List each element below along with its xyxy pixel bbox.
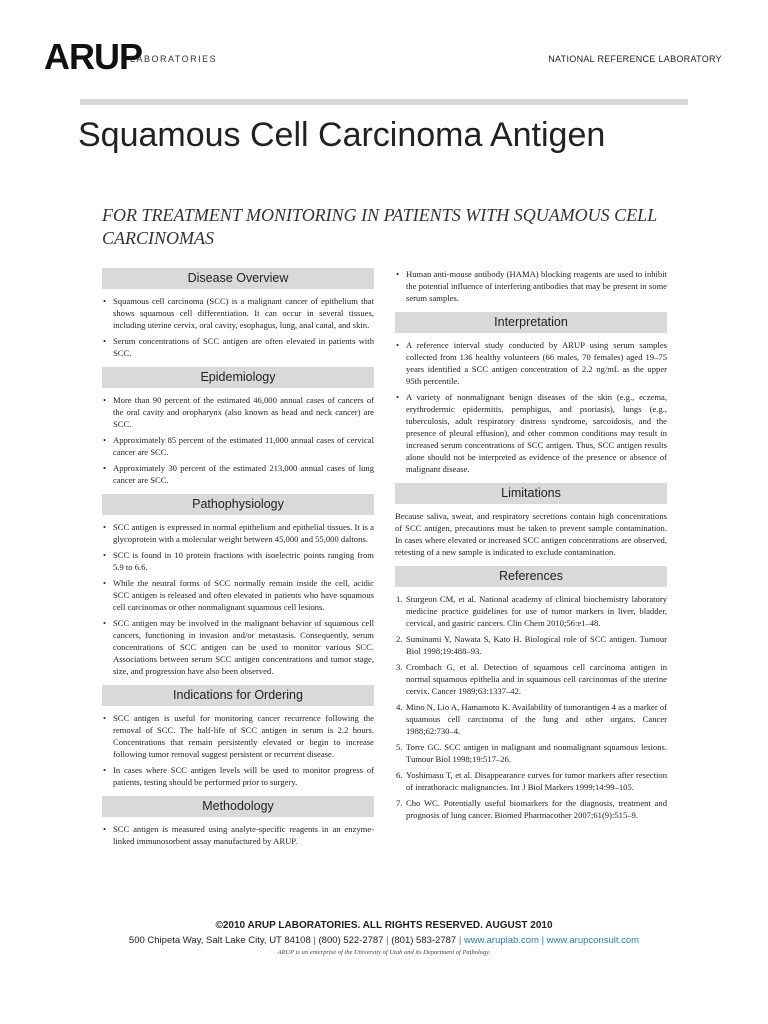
separator: | — [458, 935, 462, 946]
arupconsult-link[interactable]: www.arupconsult.com — [546, 935, 640, 946]
reference-item: 3. Crombach G, et al. Detection of squamous cell carcinoma antigen in normal squamous epithelia and in squamous cell carcinomas of the uterine cervix. Cancer 1989;63:1337–42. — [395, 661, 667, 697]
disease-overview-list — [102, 295, 374, 359]
list-item: • A reference interval study conducted by ARUP using serum samples collected from 136 healthy volunteers (66 males, 70 females) aged 19–75 years identified a SCC antigen concentration of 2.2 ng/mL as the upper 95th percentile. — [395, 339, 667, 387]
list-item: • Approximately 30 percent of the estimated 213,000 annual cases of lung cancer are SCC. — [102, 462, 374, 486]
enterprise-note: ARUP is an enterprise of the University of Utah and its Department of Pathology. — [277, 949, 491, 956]
list-item: • Squamous cell carcinoma (SCC) is a malignant cancer of epithelium that shows squamous cell differentiation. It can occur in several tissues, including uterine cervix, oral cavity, esophagus, lung, anal canal, and skin. — [102, 295, 374, 331]
indications-list — [102, 712, 374, 788]
footer — [0, 920, 768, 956]
reference-item: 4. Mino N, Lio A, Hamamoto K. Availability of tumorantigen 4 as a marker of squamous cell carcinoma of the lung and other organs. Cancer 1988;62:730–4. — [395, 701, 667, 737]
separator: | — [313, 935, 316, 946]
separator: | — [386, 935, 389, 946]
pathophysiology-list — [102, 521, 374, 677]
reference-item: 2. Suminami Y, Nawata S, Kato H. Biological role of SCC antigen. Tumour Biol 1998;19:488–93. — [395, 633, 667, 657]
heading-disease-overview: Disease Overview — [102, 268, 374, 289]
page-title: Squamous Cell Carcinoma Antigen — [78, 116, 606, 154]
list-item: • SCC antigen is useful for monitoring cancer recurrence following the removal of SCC. The half-life of SCC antigen in serum is 2.2 hours. Concentrations that remain persistently elevated or begin to increase following tumor removal suggest persistent or recurrent disease. — [102, 712, 374, 760]
reference-item: 5. Torre GC. SCC antigen in malignant and nonmalignant squamous lesions. Tumour Biol 1998;19:517–26. — [395, 741, 667, 765]
list-item: • A variety of nonmalignant benign diseases of the skin (e.g., eczema, erythrodermic epidermitis, pemphigus, and psoriasis), lungs (e.g., tuberculosis, adult respiratory distress syndrome, sarcoidosis, and the presence of pleural effusion), and other common conditions may result in increased serum concentrations of SCC antigen. Thus, SCC antigen results alone should not be interpreted as evidence of the presence or absence of malignant disease. — [395, 391, 667, 475]
logo-mark: ARUP — [44, 36, 143, 77]
phone-2: (801) 583-2787 — [391, 935, 457, 946]
list-item: • SCC antigen may be involved in the malignant behavior of squamous cell cancers, functioning in invasion and/or metastasis. Consequently, serum concentrations of SCC antigen can be used to monitor various SCC. Associations between serum SCC antigen concentrations and tumor stage, size, and progression have also been observed. — [102, 617, 374, 677]
header-divider — [80, 99, 688, 105]
list-item: • Approximately 85 percent of the estimated 11,000 annual cases of cervical cancer are SCC. — [102, 434, 374, 458]
right-column — [395, 268, 667, 825]
heading-epidemiology: Epidemiology — [102, 367, 374, 388]
separator: | — [541, 935, 545, 946]
heading-pathophysiology: Pathophysiology — [102, 494, 374, 515]
limitations-text: Because saliva, sweat, and respiratory secretions contain high concentrations of SCC antigen, precautions must be taken to prevent sample contamination. In cases where elevated or increased SCC antigen concentrations are observed, retesting of a new sample is indicated to exclude contamination. — [395, 511, 667, 557]
left-column — [102, 268, 374, 855]
heading-interpretation: Interpretation — [395, 312, 667, 333]
reference-item: 7. Cho WC. Potentially useful biomarkers for the diagnosis, treatment and prognosis of lung cancer. Biomed Pharmacother 2007;61(9):515–9. — [395, 797, 667, 821]
interpretation-list — [395, 339, 667, 475]
list-item: • Serum concentrations of SCC antigen are often elevated in patients with SCC. — [102, 335, 374, 359]
arup-logo — [44, 36, 218, 78]
reference-item: 1. Sturgeon CM, et al. National academy of clinical biochemistry laboratory medicine practice guidelines for use of tumor markers in liver, bladder, cervical, and gastric cancers. Clin Chem 2010;56:e1–48. — [395, 593, 667, 629]
list-item: • SCC antigen is expressed in normal epithelium and epithelial tissues. It is a glycoprotein with a molecular weight between 45,000 and 55,000 daltons. — [102, 521, 374, 545]
aruplab-link[interactable]: www.aruplab.com — [463, 935, 539, 946]
list-item: • More than 90 percent of the estimated 46,000 annual cases of cancers of the oral cavity and oropharynx (also known as head and neck cancer) are SCC. — [102, 394, 374, 430]
list-item: • In cases where SCC antigen levels will be used to monitor progress of patients, testing should be performed prior to surgery. — [102, 764, 374, 788]
heading-references: References — [395, 566, 667, 587]
heading-indications: Indications for Ordering — [102, 685, 374, 706]
list-item: • Human anti-mouse antibody (HAMA) blocking reagents are used to inhibit the potential influence of interfering antibodies that may be present in some serum samples. — [395, 268, 667, 304]
list-item: • SCC antigen is measured using analyte-specific reagents in an enzyme-linked immunosorbent assay manufactured by ARUP. — [102, 823, 374, 847]
reference-item: 6. Yoshimasu T, et al. Disappearance curves for tumor markers after resection of intrathoracic malignancies. Int J Biol Markers 1999;14:99–105. — [395, 769, 667, 793]
contact-line — [0, 935, 768, 946]
methodology-continued-list — [395, 268, 667, 304]
phone-1: (800) 522-2787 — [318, 935, 384, 946]
methodology-list — [102, 823, 374, 847]
references-list — [395, 593, 667, 821]
epidemiology-list — [102, 394, 374, 486]
address: 500 Chipeta Way, Salt Lake City, UT 84108 — [128, 935, 311, 946]
heading-methodology: Methodology — [102, 796, 374, 817]
tagline: NATIONAL REFERENCE LABORATORY — [548, 54, 722, 64]
list-item: • SCC is found in 10 protein fractions with isoelectric points ranging from 5.9 to 6.6. — [102, 549, 374, 573]
copyright: ©2010 ARUP LABORATORIES. ALL RIGHTS RESERVED. AUGUST 2010 — [215, 920, 553, 931]
logo-sub: LABORATORIES — [130, 54, 218, 64]
page-subtitle: FOR TREATMENT MONITORING IN PATIENTS WITH SQUAMOUS CELL CARCINOMAS — [102, 205, 657, 248]
heading-limitations: Limitations — [395, 483, 667, 504]
list-item: • While the neutral forms of SCC normally remain inside the cell, acidic SCC antigen is released and often elevated in patients who have squamous cell carcinomas or other nonmalignant squamous cell lesions. — [102, 577, 374, 613]
